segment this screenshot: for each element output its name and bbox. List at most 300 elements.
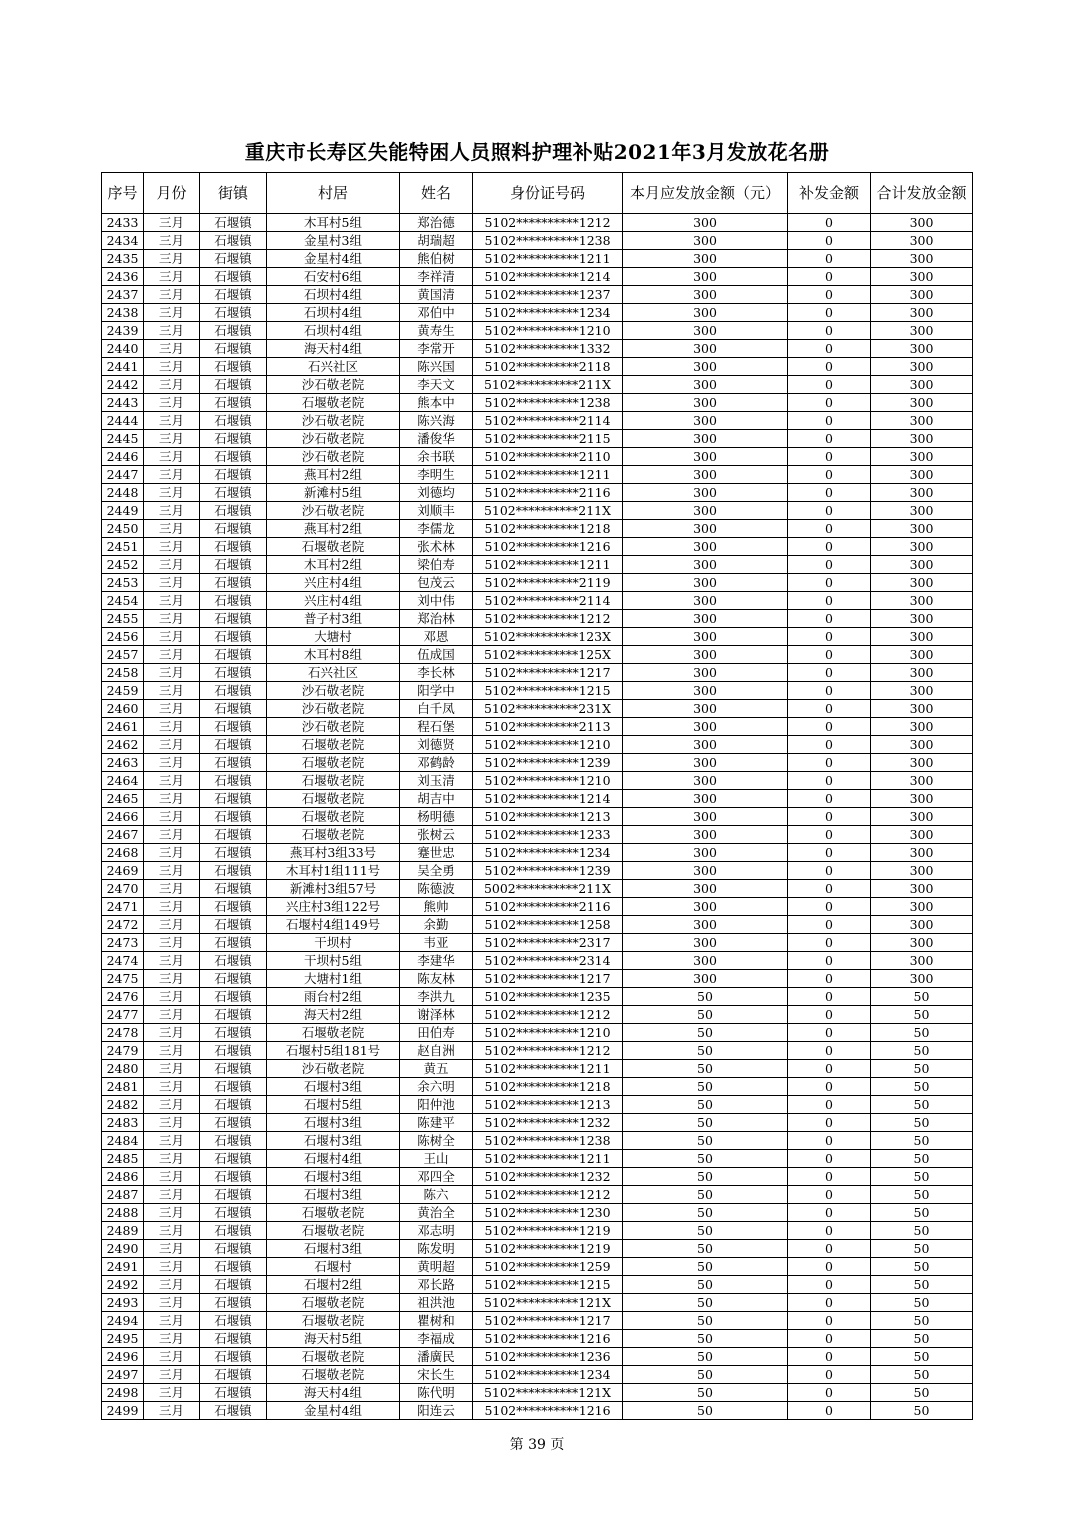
- supplement-cell: 0: [788, 1006, 871, 1024]
- supplement-cell: 0: [788, 790, 871, 808]
- supplement-cell: 0: [788, 862, 871, 880]
- total-cell: 300: [871, 826, 973, 844]
- id-number-cell: 5102**********1259: [473, 1258, 623, 1276]
- village-cell: 石堰村3组: [267, 1168, 400, 1186]
- month-cell: 三月: [144, 700, 200, 718]
- month-cell: 三月: [144, 988, 200, 1006]
- name-cell: 韦亚: [400, 934, 473, 952]
- total-cell: 300: [871, 592, 973, 610]
- table-row: [102, 520, 973, 538]
- id-number-cell: 5102**********1235: [473, 988, 623, 1006]
- supplement-cell: 0: [788, 232, 871, 250]
- supplement-cell: 0: [788, 538, 871, 556]
- village-cell: 石坝村4组: [267, 304, 400, 322]
- town-cell: 石堰镇: [200, 916, 267, 934]
- name-cell: 陈德波: [400, 880, 473, 898]
- total-cell: 50: [871, 1006, 973, 1024]
- document-title: 重庆市长寿区失能特困人员照料护理补贴2021年3月发放花名册: [244, 140, 830, 164]
- town-cell: 石堰镇: [200, 538, 267, 556]
- name-cell: 陈六: [400, 1186, 473, 1204]
- total-cell: 300: [871, 304, 973, 322]
- serial-cell: 2492: [102, 1276, 144, 1294]
- header-cell: 补发金额: [788, 173, 871, 214]
- id-number-cell: 5102**********1210: [473, 322, 623, 340]
- monthly-amount-cell: 300: [623, 898, 788, 916]
- monthly-amount-cell: 50: [623, 1006, 788, 1024]
- monthly-amount-cell: 300: [623, 538, 788, 556]
- town-cell: 石堰镇: [200, 736, 267, 754]
- name-cell: 李福成: [400, 1330, 473, 1348]
- monthly-amount-cell: 50: [623, 1114, 788, 1132]
- town-cell: 石堰镇: [200, 1024, 267, 1042]
- monthly-amount-cell: 300: [623, 592, 788, 610]
- total-cell: 300: [871, 844, 973, 862]
- name-cell: 阳学中: [400, 682, 473, 700]
- supplement-cell: 0: [788, 502, 871, 520]
- village-cell: 石堰敬老院: [267, 772, 400, 790]
- name-cell: 黄国清: [400, 286, 473, 304]
- total-cell: 50: [871, 1402, 973, 1420]
- id-number-cell: 5102**********125X: [473, 646, 623, 664]
- supplement-cell: 0: [788, 394, 871, 412]
- serial-cell: 2459: [102, 682, 144, 700]
- town-cell: 石堰镇: [200, 358, 267, 376]
- table-row: [102, 1186, 973, 1204]
- name-cell: 陈发明: [400, 1240, 473, 1258]
- monthly-amount-cell: 300: [623, 448, 788, 466]
- serial-cell: 2448: [102, 484, 144, 502]
- name-cell: 李祥清: [400, 268, 473, 286]
- table-row: [102, 358, 973, 376]
- village-cell: 沙石敬老院: [267, 700, 400, 718]
- supplement-cell: 0: [788, 1330, 871, 1348]
- id-number-cell: 5102**********2118: [473, 358, 623, 376]
- name-cell: 梁伯寿: [400, 556, 473, 574]
- total-cell: 300: [871, 898, 973, 916]
- id-number-cell: 5102**********1212: [473, 610, 623, 628]
- name-cell: 陈代明: [400, 1384, 473, 1402]
- table-row: [102, 1384, 973, 1402]
- village-cell: 木耳村8组: [267, 646, 400, 664]
- village-cell: 石兴社区: [267, 358, 400, 376]
- supplement-cell: 0: [788, 772, 871, 790]
- month-cell: 三月: [144, 1384, 200, 1402]
- supplement-cell: 0: [788, 1150, 871, 1168]
- id-number-cell: 5102**********1238: [473, 232, 623, 250]
- serial-cell: 2474: [102, 952, 144, 970]
- serial-cell: 2495: [102, 1330, 144, 1348]
- total-cell: 300: [871, 952, 973, 970]
- id-number-cell: 5102**********1236: [473, 1348, 623, 1366]
- name-cell: 邓恩: [400, 628, 473, 646]
- town-cell: 石堰镇: [200, 1132, 267, 1150]
- serial-cell: 2478: [102, 1024, 144, 1042]
- name-cell: 张树云: [400, 826, 473, 844]
- name-cell: 邓长路: [400, 1276, 473, 1294]
- serial-cell: 2483: [102, 1114, 144, 1132]
- town-cell: 石堰镇: [200, 556, 267, 574]
- serial-cell: 2479: [102, 1042, 144, 1060]
- supplement-cell: 0: [788, 1060, 871, 1078]
- village-cell: 燕耳村2组: [267, 520, 400, 538]
- total-cell: 300: [871, 610, 973, 628]
- table-row: [102, 430, 973, 448]
- total-cell: 300: [871, 970, 973, 988]
- id-number-cell: 5102**********1234: [473, 844, 623, 862]
- village-cell: 海天村2组: [267, 1006, 400, 1024]
- village-cell: 石堰村3组: [267, 1078, 400, 1096]
- id-number-cell: 5102**********1213: [473, 808, 623, 826]
- total-cell: 50: [871, 1096, 973, 1114]
- supplement-cell: 0: [788, 1366, 871, 1384]
- serial-cell: 2463: [102, 754, 144, 772]
- id-number-cell: 5102**********1258: [473, 916, 623, 934]
- village-cell: 石堰敬老院: [267, 538, 400, 556]
- supplement-cell: 0: [788, 412, 871, 430]
- name-cell: 邓鹤龄: [400, 754, 473, 772]
- serial-cell: 2466: [102, 808, 144, 826]
- monthly-amount-cell: 300: [623, 970, 788, 988]
- supplement-cell: 0: [788, 448, 871, 466]
- supplement-cell: 0: [788, 304, 871, 322]
- table-row: [102, 610, 973, 628]
- monthly-amount-cell: 50: [623, 1402, 788, 1420]
- id-number-cell: 5102**********1218: [473, 1078, 623, 1096]
- name-cell: 刘德贤: [400, 736, 473, 754]
- table-row: [102, 1240, 973, 1258]
- town-cell: 石堰镇: [200, 376, 267, 394]
- serial-cell: 2445: [102, 430, 144, 448]
- town-cell: 石堰镇: [200, 430, 267, 448]
- total-cell: 50: [871, 1276, 973, 1294]
- table-row: [102, 1312, 973, 1330]
- id-number-cell: 5102**********1218: [473, 520, 623, 538]
- header-cell: 村居: [267, 173, 400, 214]
- table-row: [102, 448, 973, 466]
- village-cell: 金星村4组: [267, 250, 400, 268]
- town-cell: 石堰镇: [200, 682, 267, 700]
- month-cell: 三月: [144, 538, 200, 556]
- month-cell: 三月: [144, 1078, 200, 1096]
- name-cell: 陈友林: [400, 970, 473, 988]
- supplement-cell: 0: [788, 610, 871, 628]
- serial-cell: 2439: [102, 322, 144, 340]
- town-cell: 石堰镇: [200, 484, 267, 502]
- town-cell: 石堰镇: [200, 268, 267, 286]
- id-number-cell: 5102**********1211: [473, 556, 623, 574]
- village-cell: 石堰村5组181号: [267, 1042, 400, 1060]
- id-number-cell: 5102**********1216: [473, 1402, 623, 1420]
- town-cell: 石堰镇: [200, 952, 267, 970]
- total-cell: 300: [871, 718, 973, 736]
- monthly-amount-cell: 50: [623, 988, 788, 1006]
- total-cell: 50: [871, 1150, 973, 1168]
- month-cell: 三月: [144, 916, 200, 934]
- serial-cell: 2462: [102, 736, 144, 754]
- town-cell: 石堰镇: [200, 1222, 267, 1240]
- village-cell: 石堰村3组: [267, 1114, 400, 1132]
- serial-cell: 2442: [102, 376, 144, 394]
- name-cell: 邓四全: [400, 1168, 473, 1186]
- name-cell: 李常开: [400, 340, 473, 358]
- name-cell: 刘中伟: [400, 592, 473, 610]
- supplement-cell: 0: [788, 1186, 871, 1204]
- total-cell: 300: [871, 934, 973, 952]
- supplement-cell: 0: [788, 682, 871, 700]
- id-number-cell: 5102**********2114: [473, 592, 623, 610]
- total-cell: 300: [871, 322, 973, 340]
- id-number-cell: 5102**********1232: [473, 1168, 623, 1186]
- serial-cell: 2477: [102, 1006, 144, 1024]
- total-cell: 50: [871, 1312, 973, 1330]
- name-cell: 邓志明: [400, 1222, 473, 1240]
- total-cell: 300: [871, 394, 973, 412]
- id-number-cell: 5102**********1239: [473, 862, 623, 880]
- month-cell: 三月: [144, 394, 200, 412]
- total-cell: 50: [871, 1384, 973, 1402]
- serial-cell: 2470: [102, 880, 144, 898]
- serial-cell: 2493: [102, 1294, 144, 1312]
- month-cell: 三月: [144, 826, 200, 844]
- month-cell: 三月: [144, 556, 200, 574]
- id-number-cell: 5102**********1230: [473, 1204, 623, 1222]
- monthly-amount-cell: 50: [623, 1294, 788, 1312]
- town-cell: 石堰镇: [200, 1258, 267, 1276]
- name-cell: 胡吉中: [400, 790, 473, 808]
- monthly-amount-cell: 300: [623, 268, 788, 286]
- total-cell: 300: [871, 448, 973, 466]
- id-number-cell: 5102**********1214: [473, 268, 623, 286]
- id-number-cell: 5102**********1210: [473, 772, 623, 790]
- total-cell: 300: [871, 502, 973, 520]
- name-cell: 潘俊华: [400, 430, 473, 448]
- supplement-cell: 0: [788, 376, 871, 394]
- monthly-amount-cell: 50: [623, 1132, 788, 1150]
- id-number-cell: 5102**********2116: [473, 484, 623, 502]
- village-cell: 石堰村3组: [267, 1240, 400, 1258]
- table-row: [102, 1006, 973, 1024]
- table-row: [102, 952, 973, 970]
- serial-cell: 2452: [102, 556, 144, 574]
- village-cell: 燕耳村2组: [267, 466, 400, 484]
- total-cell: 50: [871, 1258, 973, 1276]
- village-cell: 石堰敬老院: [267, 1204, 400, 1222]
- village-cell: 新滩村5组: [267, 484, 400, 502]
- table-row: [102, 664, 973, 682]
- supplement-cell: 0: [788, 1042, 871, 1060]
- id-number-cell: 5102**********2113: [473, 718, 623, 736]
- table-row: [102, 1078, 973, 1096]
- total-cell: 300: [871, 682, 973, 700]
- serial-cell: 2441: [102, 358, 144, 376]
- supplement-cell: 0: [788, 646, 871, 664]
- id-number-cell: 5102**********1215: [473, 682, 623, 700]
- monthly-amount-cell: 50: [623, 1150, 788, 1168]
- table-row: [102, 1168, 973, 1186]
- id-number-cell: 5102**********1211: [473, 250, 623, 268]
- monthly-amount-cell: 300: [623, 916, 788, 934]
- monthly-amount-cell: 300: [623, 844, 788, 862]
- town-cell: 石堰镇: [200, 502, 267, 520]
- month-cell: 三月: [144, 1168, 200, 1186]
- total-cell: 300: [871, 574, 973, 592]
- town-cell: 石堰镇: [200, 286, 267, 304]
- village-cell: 雨台村2组: [267, 988, 400, 1006]
- id-number-cell: 5102**********1233: [473, 826, 623, 844]
- serial-cell: 2469: [102, 862, 144, 880]
- total-cell: 50: [871, 1042, 973, 1060]
- name-cell: 张术林: [400, 538, 473, 556]
- month-cell: 三月: [144, 970, 200, 988]
- table-row: [102, 844, 973, 862]
- town-cell: 石堰镇: [200, 232, 267, 250]
- header-cell: 序号: [102, 173, 144, 214]
- supplement-cell: 0: [788, 898, 871, 916]
- id-number-cell: 5102**********1212: [473, 1186, 623, 1204]
- page-number: 第 39 页: [509, 1437, 565, 1453]
- monthly-amount-cell: 300: [623, 754, 788, 772]
- header-cell: 月份: [144, 173, 200, 214]
- supplement-cell: 0: [788, 1312, 871, 1330]
- town-cell: 石堰镇: [200, 1114, 267, 1132]
- id-number-cell: 5002**********211X: [473, 880, 623, 898]
- table-row: [102, 1150, 973, 1168]
- serial-cell: 2449: [102, 502, 144, 520]
- total-cell: 50: [871, 1240, 973, 1258]
- month-cell: 三月: [144, 592, 200, 610]
- monthly-amount-cell: 300: [623, 358, 788, 376]
- month-cell: 三月: [144, 412, 200, 430]
- supplement-cell: 0: [788, 1384, 871, 1402]
- month-cell: 三月: [144, 466, 200, 484]
- table-row: [102, 466, 973, 484]
- name-cell: 阳连云: [400, 1402, 473, 1420]
- supplement-cell: 0: [788, 430, 871, 448]
- town-cell: 石堰镇: [200, 646, 267, 664]
- name-cell: 李天文: [400, 376, 473, 394]
- table-row: [102, 754, 973, 772]
- supplement-cell: 0: [788, 952, 871, 970]
- id-number-cell: 5102**********2119: [473, 574, 623, 592]
- serial-cell: 2468: [102, 844, 144, 862]
- total-cell: 300: [871, 790, 973, 808]
- id-number-cell: 5102**********1211: [473, 466, 623, 484]
- town-cell: 石堰镇: [200, 844, 267, 862]
- serial-cell: 2472: [102, 916, 144, 934]
- total-cell: 50: [871, 1366, 973, 1384]
- month-cell: 三月: [144, 1204, 200, 1222]
- month-cell: 三月: [144, 322, 200, 340]
- name-cell: 陈兴海: [400, 412, 473, 430]
- month-cell: 三月: [144, 1186, 200, 1204]
- id-number-cell: 5102**********1216: [473, 1330, 623, 1348]
- name-cell: 熊伯树: [400, 250, 473, 268]
- supplement-cell: 0: [788, 664, 871, 682]
- month-cell: 三月: [144, 358, 200, 376]
- name-cell: 李长林: [400, 664, 473, 682]
- month-cell: 三月: [144, 502, 200, 520]
- village-cell: 金星村4组: [267, 1402, 400, 1420]
- month-cell: 三月: [144, 430, 200, 448]
- table-row: [102, 916, 973, 934]
- id-number-cell: 5102**********1332: [473, 340, 623, 358]
- town-cell: 石堰镇: [200, 610, 267, 628]
- serial-cell: 2437: [102, 286, 144, 304]
- id-number-cell: 5102**********1217: [473, 970, 623, 988]
- total-cell: 300: [871, 286, 973, 304]
- name-cell: 李儒龙: [400, 520, 473, 538]
- monthly-amount-cell: 300: [623, 718, 788, 736]
- supplement-cell: 0: [788, 286, 871, 304]
- supplement-cell: 0: [788, 916, 871, 934]
- supplement-cell: 0: [788, 628, 871, 646]
- monthly-amount-cell: 300: [623, 880, 788, 898]
- table-row: [102, 718, 973, 736]
- month-cell: 三月: [144, 1294, 200, 1312]
- village-cell: 海天村5组: [267, 1330, 400, 1348]
- table-row: [102, 1258, 973, 1276]
- serial-cell: 2490: [102, 1240, 144, 1258]
- town-cell: 石堰镇: [200, 1366, 267, 1384]
- serial-cell: 2446: [102, 448, 144, 466]
- monthly-amount-cell: 50: [623, 1096, 788, 1114]
- town-cell: 石堰镇: [200, 1150, 267, 1168]
- village-cell: 兴庄村3组122号: [267, 898, 400, 916]
- serial-cell: 2461: [102, 718, 144, 736]
- supplement-cell: 0: [788, 970, 871, 988]
- town-cell: 石堰镇: [200, 1060, 267, 1078]
- village-cell: 石堰敬老院: [267, 1294, 400, 1312]
- town-cell: 石堰镇: [200, 898, 267, 916]
- id-number-cell: 5102**********1212: [473, 214, 623, 232]
- table-row: [102, 574, 973, 592]
- town-cell: 石堰镇: [200, 934, 267, 952]
- village-cell: 石堰村3组: [267, 1132, 400, 1150]
- town-cell: 石堰镇: [200, 1186, 267, 1204]
- total-cell: 300: [871, 754, 973, 772]
- monthly-amount-cell: 300: [623, 304, 788, 322]
- month-cell: 三月: [144, 736, 200, 754]
- town-cell: 石堰镇: [200, 574, 267, 592]
- supplement-cell: 0: [788, 718, 871, 736]
- id-number-cell: 5102**********1232: [473, 1114, 623, 1132]
- serial-cell: 2454: [102, 592, 144, 610]
- table-row: [102, 592, 973, 610]
- table-row: [102, 232, 973, 250]
- monthly-amount-cell: 50: [623, 1186, 788, 1204]
- month-cell: 三月: [144, 1024, 200, 1042]
- serial-cell: 2498: [102, 1384, 144, 1402]
- monthly-amount-cell: 300: [623, 286, 788, 304]
- serial-cell: 2457: [102, 646, 144, 664]
- total-cell: 300: [871, 358, 973, 376]
- month-cell: 三月: [144, 1006, 200, 1024]
- name-cell: 郑治林: [400, 610, 473, 628]
- table-row: [102, 1402, 973, 1420]
- name-cell: 杨明德: [400, 808, 473, 826]
- total-cell: 300: [871, 430, 973, 448]
- supplement-cell: 0: [788, 340, 871, 358]
- monthly-amount-cell: 50: [623, 1312, 788, 1330]
- month-cell: 三月: [144, 1114, 200, 1132]
- id-number-cell: 5102**********123X: [473, 628, 623, 646]
- table-row: [102, 1366, 973, 1384]
- month-cell: 三月: [144, 1348, 200, 1366]
- town-cell: 石堰镇: [200, 250, 267, 268]
- serial-cell: 2464: [102, 772, 144, 790]
- name-cell: 刘玉清: [400, 772, 473, 790]
- id-number-cell: 5102**********1214: [473, 790, 623, 808]
